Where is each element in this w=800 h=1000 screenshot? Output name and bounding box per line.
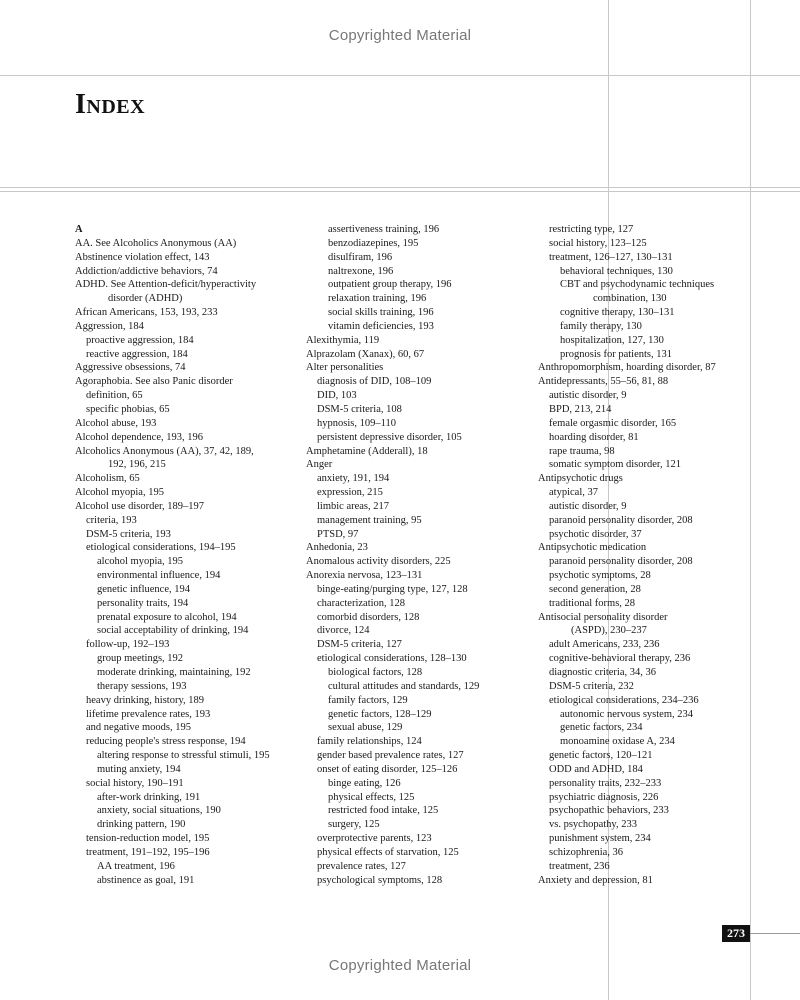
index-entry: Anomalous activity disorders, 225 xyxy=(306,556,451,568)
index-entry: vitamin deficiencies, 193 xyxy=(328,320,434,332)
index-entry: and negative moods, 195 xyxy=(86,722,191,734)
index-entry: Alcohol dependence, 193, 196 xyxy=(75,431,204,443)
index-entry: DSM-5 criteria, 108 xyxy=(317,403,402,415)
index-entry: monoamine oxidase A, 234 xyxy=(560,736,675,748)
index-entry: ODD and ADHD, 184 xyxy=(549,763,643,775)
index-entry: criteria, 193 xyxy=(86,514,137,526)
index-entry: family therapy, 130 xyxy=(560,320,642,332)
index-entry: diagnostic criteria, 34, 36 xyxy=(549,667,657,678)
index-entry: physical effects, 125 xyxy=(328,791,415,803)
index-entry: psychopathic behaviors, 233 xyxy=(549,805,669,817)
index-entry: divorce, 124 xyxy=(317,625,370,637)
index-entry: characterization, 128 xyxy=(317,597,406,609)
index-entry: schizophrenia, 36 xyxy=(549,846,624,858)
page-title: Index xyxy=(75,89,146,120)
index-entry: genetic factors, 120–121 xyxy=(549,750,653,762)
index-entry: comorbid disorders, 128 xyxy=(317,611,420,623)
index-entry: Anxiety and depression, 81 xyxy=(538,874,653,886)
index-entry: Anger xyxy=(306,459,333,471)
index-entry: Alter personalities xyxy=(306,362,384,374)
index-entry: adult Americans, 233, 236 xyxy=(549,639,660,651)
index-entry: binge-eating/purging type, 127, 128 xyxy=(317,583,468,595)
index-entry: naltrexone, 196 xyxy=(328,265,394,277)
index-entry: Antipsychotic drugs xyxy=(538,473,623,485)
index-entry: AA. See Alcoholics Anonymous (AA) xyxy=(75,237,237,249)
index-entry: biological factors, 128 xyxy=(328,667,423,678)
index-entry: Anhedonia, 23 xyxy=(306,542,368,554)
index-entry: moderate drinking, maintaining, 192 xyxy=(97,667,251,678)
watermark-bottom: Copyrighted Material xyxy=(328,957,472,974)
index-entry: tension-reduction model, 195 xyxy=(86,833,210,845)
index-entry: family factors, 129 xyxy=(328,694,408,706)
index-entry: management training, 95 xyxy=(317,514,422,526)
index-entry: anxiety, social situations, 190 xyxy=(97,805,221,817)
index-letter-heading: A xyxy=(75,224,83,235)
index-entry: CBT and psychodynamic techniques combination, 130 xyxy=(560,279,715,305)
index-column-1 xyxy=(75,223,310,888)
index-entry: somatic symptom disorder, 121 xyxy=(549,459,681,471)
index-entry: onset of eating disorder, 125–126 xyxy=(317,763,458,775)
index-entry: genetic influence, 194 xyxy=(97,583,191,595)
index-entry: hypnosis, 109–110 xyxy=(317,417,396,429)
index-entry: limbic areas, 217 xyxy=(317,500,390,512)
index-entry: Alprazolam (Xanax), 60, 67 xyxy=(306,348,425,360)
page-number: 273 xyxy=(722,925,750,942)
index-entry: DID, 103 xyxy=(317,390,357,402)
index-entry: cultural attitudes and standards, 129 xyxy=(328,680,480,692)
index-entry: social history, 123–125 xyxy=(549,237,647,249)
index-entry: prenatal exposure to alcohol, 194 xyxy=(97,611,237,623)
index-entry: reactive aggression, 184 xyxy=(86,348,188,360)
index-entry: lifetime prevalence rates, 193 xyxy=(86,708,211,720)
index-entry: after-work drinking, 191 xyxy=(97,791,201,803)
index-entry: Alexithymia, 119 xyxy=(306,334,380,346)
index-entry: family relationships, 124 xyxy=(317,736,422,748)
index-entry: heavy drinking, history, 189 xyxy=(86,694,205,706)
index-entry: Aggression, 184 xyxy=(75,320,144,332)
index-entry: cognitive therapy, 130–131 xyxy=(560,307,675,319)
index-entry: treatment, 126–127, 130–131 xyxy=(549,251,673,263)
index-entry: Abstinence violation effect, 143 xyxy=(75,251,210,263)
index-entry: restricting type, 127 xyxy=(549,224,634,235)
index-entry: treatment, 191–192, 195–196 xyxy=(86,846,210,858)
index-entry: DSM-5 criteria, 232 xyxy=(549,680,634,692)
index-entry: psychological symptoms, 128 xyxy=(317,874,443,886)
index-entry: group meetings, 192 xyxy=(97,653,184,665)
index-entry: Addiction/addictive behaviors, 74 xyxy=(75,265,218,277)
index-entry: personality traits, 194 xyxy=(97,597,189,609)
index-entry: traditional forms, 28 xyxy=(549,597,636,609)
index-entry: Alcohol abuse, 193 xyxy=(75,417,157,429)
index-entry: hoarding disorder, 81 xyxy=(549,431,639,443)
index-entry: therapy sessions, 193 xyxy=(97,680,187,692)
watermark-top: Copyrighted Material xyxy=(328,27,472,44)
index-entry: proactive aggression, 184 xyxy=(86,334,194,346)
index-entry: diagnosis of DID, 108–109 xyxy=(317,376,432,388)
index-entry: African Americans, 153, 193, 233 xyxy=(75,307,218,319)
index-entry: Anthropomorphism, hoarding disorder, 87 xyxy=(538,362,716,374)
index-entry: definition, 65 xyxy=(86,390,143,402)
index-entry: abstinence as goal, 191 xyxy=(97,874,195,886)
index-entry: expression, 215 xyxy=(317,487,383,499)
index-entry: surgery, 125 xyxy=(328,819,380,831)
index-entry: Amphetamine (Adderall), 18 xyxy=(306,445,428,457)
index-entry: restricted food intake, 125 xyxy=(328,805,439,817)
index-entry: overprotective parents, 123 xyxy=(317,833,432,845)
index-entry: ADHD. See Attention-deficit/hyperactivity disorder (ADHD) xyxy=(75,279,257,305)
index-entry: atypical, 37 xyxy=(549,487,598,499)
index-entry: follow-up, 192–193 xyxy=(86,639,170,651)
index-entry: anxiety, 191, 194 xyxy=(317,473,390,485)
page-number-rule xyxy=(750,933,800,934)
index-entry: drinking pattern, 190 xyxy=(97,819,186,831)
index-entry: relaxation training, 196 xyxy=(328,293,427,305)
index-entry: binge eating, 126 xyxy=(328,777,401,789)
index-entry: social skills training, 196 xyxy=(328,307,434,319)
index-entry: autistic disorder, 9 xyxy=(549,390,627,402)
index-entry: benzodiazepines, 195 xyxy=(328,237,419,249)
crop-mark-horizontal xyxy=(0,75,800,76)
index-entry: etiological considerations, 234–236 xyxy=(549,694,699,706)
crop-mark-horizontal xyxy=(0,191,800,192)
index-entry: reducing people's stress response, 194 xyxy=(86,736,246,748)
index-entry: Alcoholics Anonymous (AA), 37, 42, 189, 192, 196, 215 xyxy=(75,445,254,471)
index-entry: etiological considerations, 128–130 xyxy=(317,653,467,665)
index-entry: hospitalization, 127, 130 xyxy=(560,334,664,346)
index-entry: Anorexia nervosa, 123–131 xyxy=(306,570,423,582)
index-entry: prognosis for patients, 131 xyxy=(560,348,672,360)
index-entry: disulfiram, 196 xyxy=(328,251,393,263)
index-entry: treatment, 236 xyxy=(549,860,610,872)
index-entry: punishment system, 234 xyxy=(549,833,651,845)
index-entry: DSM-5 criteria, 127 xyxy=(317,639,402,651)
index-entry: personality traits, 232–233 xyxy=(549,777,662,789)
index-entry: female orgasmic disorder, 165 xyxy=(549,417,677,429)
index-entry: social acceptability of drinking, 194 xyxy=(97,625,249,637)
index-entry: second generation, 28 xyxy=(549,583,641,595)
index-entry: cognitive-behavioral therapy, 236 xyxy=(549,653,691,665)
index-entry: physical effects of starvation, 125 xyxy=(317,846,459,858)
index-entry: prevalence rates, 127 xyxy=(317,860,406,872)
index-entry: paranoid personality disorder, 208 xyxy=(549,514,693,526)
index-entry: Alcohol use disorder, 189–197 xyxy=(75,500,205,512)
index-entry: Agoraphobia. See also Panic disorder xyxy=(75,376,233,388)
index-column-2 xyxy=(306,223,541,888)
index-entry: gender based prevalence rates, 127 xyxy=(317,750,464,762)
index-entry: muting anxiety, 194 xyxy=(97,763,181,775)
index-entry: psychiatric diagnosis, 226 xyxy=(549,791,659,803)
index-entry: autonomic nervous system, 234 xyxy=(560,708,693,720)
index-entry: AA treatment, 196 xyxy=(97,860,175,872)
index-entry: Alcoholism, 65 xyxy=(75,473,140,485)
index-entry: altering response to stressful stimuli, 195 xyxy=(97,750,270,762)
index-entry: psychotic disorder, 37 xyxy=(549,528,642,540)
index-entry: genetic factors, 234 xyxy=(560,722,643,734)
index-entry: Aggressive obsessions, 74 xyxy=(75,362,186,374)
index-entry: paranoid personality disorder, 208 xyxy=(549,556,693,568)
index-entry: genetic factors, 128–129 xyxy=(328,708,432,720)
index-entry: etiological considerations, 194–195 xyxy=(86,542,236,554)
index-entry: autistic disorder, 9 xyxy=(549,500,627,512)
index-entry: vs. psychopathy, 233 xyxy=(549,819,637,831)
index-entry: alcohol myopia, 195 xyxy=(97,556,184,568)
index-column-3 xyxy=(538,223,773,888)
index-entry: Antisocial personality disorder (ASPD), 230–237 xyxy=(538,611,668,637)
index-entry: psychotic symptoms, 28 xyxy=(549,570,651,582)
crop-mark-horizontal xyxy=(0,187,800,188)
index-entry: persistent depressive disorder, 105 xyxy=(317,431,462,443)
index-entry: PTSD, 97 xyxy=(317,528,359,540)
index-entry: Alcohol myopia, 195 xyxy=(75,487,164,499)
index-entry: sexual abuse, 129 xyxy=(328,722,403,734)
index-entry: specific phobias, 65 xyxy=(86,403,170,415)
index-entry: Antidepressants, 55–56, 81, 88 xyxy=(538,376,669,388)
index-entry: environmental influence, 194 xyxy=(97,570,221,582)
index-entry: Antipsychotic medication xyxy=(538,542,647,554)
index-entry: social history, 190–191 xyxy=(86,777,184,789)
index-entry: DSM-5 criteria, 193 xyxy=(86,528,171,540)
index-entry: rape trauma, 98 xyxy=(549,445,615,457)
index-entry: behavioral techniques, 130 xyxy=(560,265,673,277)
index-entry: outpatient group therapy, 196 xyxy=(328,279,452,291)
index-entry: BPD, 213, 214 xyxy=(549,403,612,415)
index-entry: assertiveness training, 196 xyxy=(328,224,440,235)
